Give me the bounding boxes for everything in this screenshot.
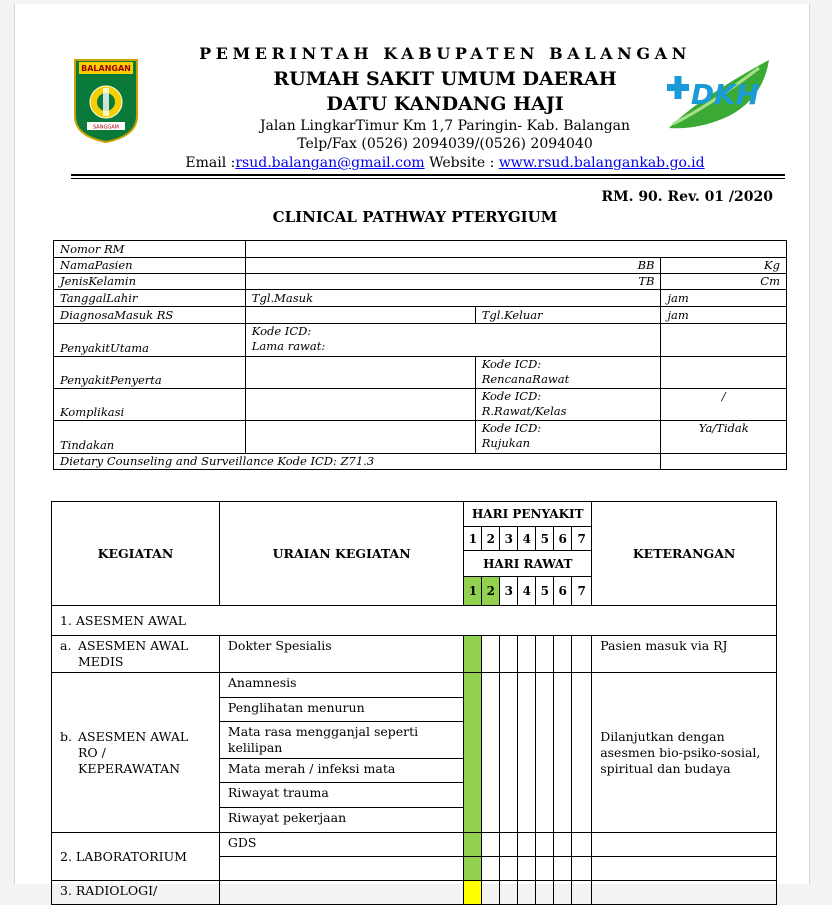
field-rrawat-kelas[interactable]: / — [661, 389, 787, 421]
header-hospital-name: DATU KANDANG HAJI — [326, 93, 564, 115]
label-a: a. — [60, 638, 72, 653]
check-keperawatan-d4[interactable] — [518, 673, 536, 833]
hari-penyakit-3: 3 — [500, 527, 518, 551]
check-medis-d4[interactable] — [518, 636, 536, 673]
kegiatan-asesmen-medis — [52, 636, 220, 673]
label-b: b. — [60, 728, 72, 744]
label-kode-icd-penyerta: Kode ICD: — [481, 357, 542, 371]
hari-rawat-2: 2 — [482, 577, 500, 606]
clinical-pathway-table — [51, 501, 777, 905]
uraian-gds: GDS — [219, 833, 464, 857]
header-hari-penyakit: HARI PENYAKIT — [464, 502, 592, 527]
cell-kode-rencana — [475, 357, 661, 389]
section-asesmen-awal: 1. ASESMEN AWAL — [52, 606, 777, 636]
check-lab2-d7[interactable] — [572, 857, 592, 881]
logo-left-motto: SANGGAM — [93, 124, 119, 131]
uraian-mata-merah: Mata merah / infeksi mata — [219, 759, 464, 783]
header-contacts — [75, 155, 815, 171]
keterangan-keperawatan: Dilanjutkan dengan asesmen bio-psiko-sosial, spiritual dan budaya — [592, 673, 777, 833]
check-rad-d1[interactable] — [464, 881, 482, 905]
hari-rawat-6: 6 — [554, 577, 572, 606]
header-keterangan: KETERANGAN — [592, 502, 777, 606]
label-jam-masuk: jam — [661, 290, 787, 307]
hari-penyakit-2: 2 — [482, 527, 500, 551]
check-medis-d2[interactable] — [482, 636, 500, 673]
header-address: Jalan LingkarTimur Km 1,7 Paringin- Kab. Balangan — [259, 118, 631, 134]
check-rad-d5[interactable] — [536, 881, 554, 905]
check-lab2-d4[interactable] — [518, 857, 536, 881]
email-label: Email : — [185, 155, 236, 171]
label-rrawat-kelas: R.Rawat/Kelas — [481, 404, 567, 418]
check-lab-d5[interactable] — [536, 833, 554, 857]
label-kode-icd-utama: Kode ICD: — [251, 324, 312, 338]
hari-penyakit-6: 6 — [554, 527, 572, 551]
check-lab-d6[interactable] — [554, 833, 572, 857]
kegiatan-asesmen-keperawatan — [52, 673, 220, 833]
check-rad-d4[interactable] — [518, 881, 536, 905]
check-rad-d2[interactable] — [482, 881, 500, 905]
field-lama-rawat[interactable] — [661, 324, 787, 357]
keterangan-medis: Pasien masuk via RJ — [592, 636, 777, 673]
keterangan-lab2 — [592, 857, 777, 881]
header-rule-thin — [71, 178, 785, 179]
title-asesmen-keperawatan: ASESMEN AWAL RO / KEPERAWATAN — [78, 728, 189, 776]
cell-kode-rujukan — [475, 421, 661, 454]
label-jenis-kelamin: JenisKelamin — [54, 274, 246, 290]
check-keperawatan-d5[interactable] — [536, 673, 554, 833]
check-lab-d4[interactable] — [518, 833, 536, 857]
uraian-mata-mengganjal: Mata rasa mengganjal seperti kelilipan — [219, 722, 464, 759]
header-hospital-type: RUMAH SAKIT UMUM DAERAH — [273, 68, 617, 90]
check-lab-d3[interactable] — [500, 833, 518, 857]
header-kegiatan: KEGIATAN — [52, 502, 220, 606]
check-medis-d6[interactable] — [554, 636, 572, 673]
field-komplikasi[interactable] — [245, 389, 475, 421]
uraian-penglihatan-menurun: Penglihatan menurun — [219, 698, 464, 722]
label-bb: BB — [245, 258, 661, 274]
check-lab2-d3[interactable] — [500, 857, 518, 881]
label-kode-icd-komplikasi: Kode ICD: — [481, 389, 542, 403]
label-tb: TB — [245, 274, 661, 290]
hari-penyakit-7: 7 — [572, 527, 592, 551]
website-label: Website : — [424, 155, 499, 171]
dkh-logo — [659, 58, 775, 134]
document-code: RM. 90. Rev. 01 /2020 — [601, 189, 773, 205]
logo-right-text: DKH — [690, 78, 760, 111]
check-keperawatan-d1[interactable] — [464, 673, 482, 833]
label-tindakan: Tindakan — [54, 421, 246, 454]
label-penyakit-penyerta: PenyakitPenyerta — [54, 357, 246, 389]
field-tindakan[interactable] — [245, 421, 475, 454]
patient-identity-table — [53, 240, 787, 470]
field-rencana-rawat[interactable] — [661, 357, 787, 389]
hari-rawat-1: 1 — [464, 577, 482, 606]
check-keperawatan-d2[interactable] — [482, 673, 500, 833]
email-link[interactable]: rsud.balangan@gmail.com — [235, 155, 425, 171]
cell-kode-lama — [245, 324, 661, 357]
label-tanggal-lahir: TanggalLahir — [54, 290, 246, 307]
document-page — [14, 4, 810, 898]
check-medis-d3[interactable] — [500, 636, 518, 673]
keterangan-lab — [592, 833, 777, 857]
hari-rawat-7: 7 — [572, 577, 592, 606]
hari-penyakit-1: 1 — [464, 527, 482, 551]
label-komplikasi: Komplikasi — [54, 389, 246, 421]
header-uraian: URAIAN KEGIATAN — [219, 502, 464, 606]
balangan-logo — [73, 58, 139, 144]
uraian-riwayat-pekerjaan: Riwayat pekerjaan — [219, 808, 464, 833]
check-lab2-d5[interactable] — [536, 857, 554, 881]
label-cm: Cm — [661, 274, 787, 290]
section-radiologi: 3. RADIOLOGI/ — [52, 881, 220, 905]
check-rad-d3[interactable] — [500, 881, 518, 905]
check-medis-d1[interactable] — [464, 636, 482, 673]
label-tgl-masuk: Tgl.Masuk — [245, 290, 661, 307]
label-dietary-counseling: Dietary Counseling and Surveillance Kode ICD: Z71.3 — [54, 454, 661, 470]
website-link[interactable]: www.rsud.balangankab.go.id — [498, 155, 705, 171]
uraian-anamnesis: Anamnesis — [219, 673, 464, 698]
check-medis-d5[interactable] — [536, 636, 554, 673]
label-lama-rawat: Lama rawat: — [251, 339, 326, 353]
label-kg: Kg — [661, 258, 787, 274]
document-title: CLINICAL PATHWAY PTERYGIUM — [272, 208, 558, 226]
hari-penyakit-5: 5 — [536, 527, 554, 551]
hari-rawat-3: 3 — [500, 577, 518, 606]
field-penyakit-penyerta[interactable] — [245, 357, 475, 389]
check-rad-d7[interactable] — [572, 881, 592, 905]
header-phone: Telp/Fax (0526) 2094039/(0526) 2094040 — [297, 136, 593, 152]
section-laboratorium: 2. LABORATORIUM — [52, 833, 220, 881]
check-keperawatan-d7[interactable] — [572, 673, 592, 833]
label-penyakit-utama: PenyakitUtama — [54, 324, 246, 357]
check-lab-d1[interactable] — [464, 833, 482, 857]
check-rad-d6[interactable] — [554, 881, 572, 905]
field-nomor-rm[interactable] — [245, 241, 786, 258]
uraian-riwayat-trauma: Riwayat trauma — [219, 783, 464, 808]
label-nama-pasien: NamaPasien — [54, 258, 246, 274]
header-rule-thick — [71, 174, 785, 176]
check-lab2-d1[interactable] — [464, 857, 482, 881]
label-nomor-rm: Nomor RM — [54, 241, 246, 258]
check-lab-d7[interactable] — [572, 833, 592, 857]
check-keperawatan-d3[interactable] — [500, 673, 518, 833]
title-asesmen-medis: ASESMEN AWAL MEDIS — [78, 638, 189, 669]
hari-penyakit-4: 4 — [518, 527, 536, 551]
label-kode-icd-tindakan: Kode ICD: — [481, 421, 542, 435]
uraian-radiologi — [219, 881, 464, 905]
check-medis-d7[interactable] — [572, 636, 592, 673]
check-lab-d2[interactable] — [482, 833, 500, 857]
logo-left-text: BALANGAN — [81, 64, 131, 73]
cell-kode-kelas — [475, 389, 661, 421]
label-rencana-rawat: RencanaRawat — [481, 372, 570, 386]
field-rujukan-ya-tidak[interactable]: Ya/Tidak — [661, 421, 787, 454]
uraian-lab-empty — [219, 857, 464, 881]
field-diagnosa[interactable] — [245, 307, 475, 324]
field-dietary[interactable] — [661, 454, 787, 470]
label-jam-keluar: jam — [661, 307, 787, 324]
label-tgl-keluar: Tgl.Keluar — [475, 307, 661, 324]
label-diagnosa-masuk: DiagnosaMasuk RS — [54, 307, 246, 324]
check-lab2-d2[interactable] — [482, 857, 500, 881]
check-keperawatan-d6[interactable] — [554, 673, 572, 833]
label-rujukan: Rujukan — [481, 436, 530, 450]
uraian-dokter-spesialis: Dokter Spesialis — [219, 636, 464, 673]
keterangan-rad — [592, 881, 777, 905]
check-lab2-d6[interactable] — [554, 857, 572, 881]
hari-rawat-5: 5 — [536, 577, 554, 606]
header-hari-rawat: HARI RAWAT — [464, 551, 592, 577]
header-government: PEMERINTAH KABUPATEN BALANGAN — [199, 44, 691, 63]
hari-rawat-4: 4 — [518, 577, 536, 606]
